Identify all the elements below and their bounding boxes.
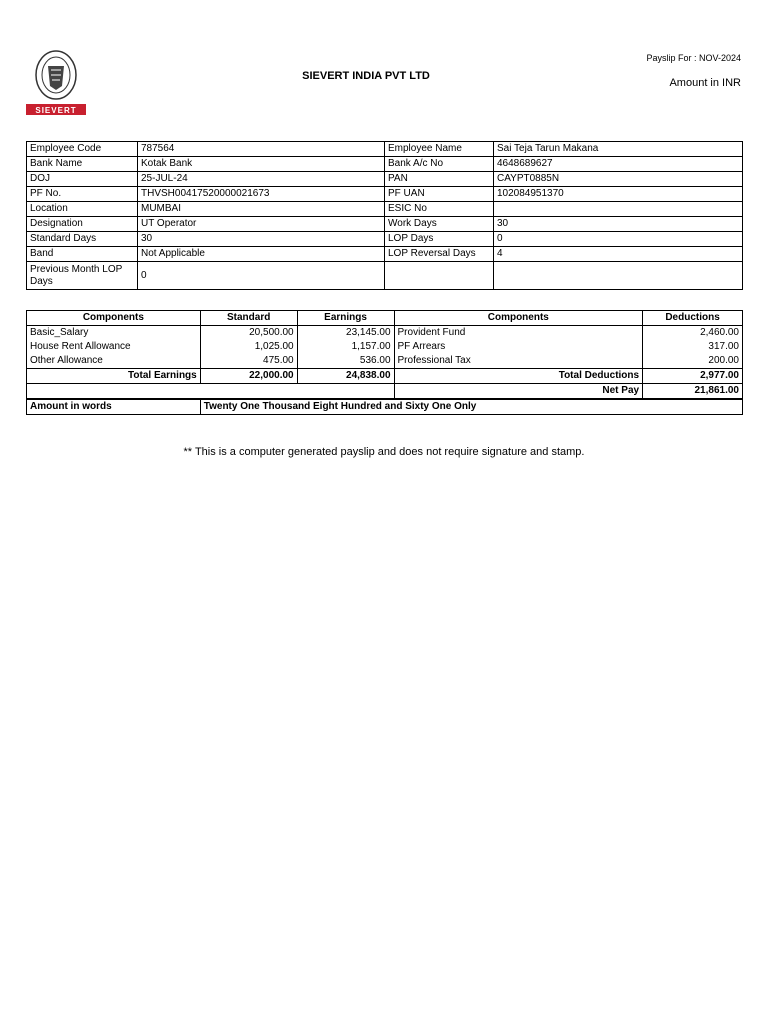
table-header-row bbox=[27, 311, 743, 326]
info-value bbox=[494, 202, 743, 217]
currency-note: Amount in INR bbox=[669, 77, 741, 89]
net-pay-amount: 21,861.00 bbox=[643, 384, 743, 400]
net-pay-row bbox=[27, 384, 743, 400]
info-value: Not Applicable bbox=[138, 247, 385, 262]
header-deductions: Deductions bbox=[643, 311, 743, 326]
amount-in-words-label: Amount in words bbox=[27, 399, 201, 415]
header-earnings: Earnings bbox=[297, 311, 394, 326]
deduction-amount: 317.00 bbox=[643, 340, 743, 354]
info-value: Kotak Bank bbox=[138, 157, 385, 172]
standard-amount: 1,025.00 bbox=[200, 340, 297, 354]
info-value: 102084951370 bbox=[494, 187, 743, 202]
earning-amount: 23,145.00 bbox=[297, 326, 394, 341]
net-pay-spacer bbox=[27, 384, 395, 400]
employee-info-table bbox=[26, 141, 743, 290]
total-earnings-label: Total Earnings bbox=[27, 369, 201, 384]
info-value: 30 bbox=[494, 217, 743, 232]
info-row bbox=[27, 217, 743, 232]
info-row bbox=[27, 142, 743, 157]
total-standard: 22,000.00 bbox=[200, 369, 297, 384]
info-label: Bank Name bbox=[27, 157, 138, 172]
info-label: DOJ bbox=[27, 172, 138, 187]
pay-row bbox=[27, 326, 743, 341]
info-label: PF No. bbox=[27, 187, 138, 202]
info-row bbox=[27, 172, 743, 187]
info-label: PAN bbox=[385, 172, 494, 187]
info-value: MUMBAI bbox=[138, 202, 385, 217]
earning-amount: 536.00 bbox=[297, 354, 394, 369]
total-earnings: 24,838.00 bbox=[297, 369, 394, 384]
info-value: 4 bbox=[494, 247, 743, 262]
earning-component: Other Allowance bbox=[27, 354, 201, 369]
amount-in-words-row bbox=[27, 399, 743, 415]
info-value: CAYPT0885N bbox=[494, 172, 743, 187]
earnings-deductions-table bbox=[26, 310, 743, 415]
pay-row bbox=[27, 340, 743, 354]
standard-amount: 475.00 bbox=[200, 354, 297, 369]
info-value: Sai Teja Tarun Makana bbox=[494, 142, 743, 157]
info-row bbox=[27, 157, 743, 172]
svg-text:SIEVERT: SIEVERT bbox=[35, 106, 77, 115]
info-label: Designation bbox=[27, 217, 138, 232]
info-label: Location bbox=[27, 202, 138, 217]
info-label: LOP Days bbox=[385, 232, 494, 247]
company-logo bbox=[26, 48, 86, 116]
info-label: Work Days bbox=[385, 217, 494, 232]
earning-amount: 1,157.00 bbox=[297, 340, 394, 354]
header-components: Components bbox=[27, 311, 201, 326]
info-value: UT Operator bbox=[138, 217, 385, 232]
header-components-deductions: Components bbox=[394, 311, 643, 326]
info-label: PF UAN bbox=[385, 187, 494, 202]
info-value bbox=[494, 262, 743, 290]
standard-amount: 20,500.00 bbox=[200, 326, 297, 341]
info-value: 0 bbox=[494, 232, 743, 247]
info-label: Standard Days bbox=[27, 232, 138, 247]
amount-in-words-value: Twenty One Thousand Eight Hundred and Sixty One Only bbox=[200, 399, 742, 415]
info-label: Bank A/c No bbox=[385, 157, 494, 172]
info-label: ESIC No bbox=[385, 202, 494, 217]
net-pay-label: Net Pay bbox=[394, 384, 643, 400]
total-deductions-label: Total Deductions bbox=[394, 369, 643, 384]
deduction-component: Provident Fund bbox=[394, 326, 643, 341]
info-label: LOP Reversal Days bbox=[385, 247, 494, 262]
earning-component: House Rent Allowance bbox=[27, 340, 201, 354]
info-row bbox=[27, 202, 743, 217]
earning-component: Basic_Salary bbox=[27, 326, 201, 341]
info-value: 25-JUL-24 bbox=[138, 172, 385, 187]
deduction-amount: 200.00 bbox=[643, 354, 743, 369]
info-row bbox=[27, 247, 743, 262]
totals-row bbox=[27, 369, 743, 384]
header-standard: Standard bbox=[200, 311, 297, 326]
info-row bbox=[27, 232, 743, 247]
pay-row bbox=[27, 354, 743, 369]
deduction-component: Professional Tax bbox=[394, 354, 643, 369]
info-value: 30 bbox=[138, 232, 385, 247]
deduction-amount: 2,460.00 bbox=[643, 326, 743, 341]
info-label bbox=[385, 262, 494, 290]
total-deductions: 2,977.00 bbox=[643, 369, 743, 384]
footer-note: ** This is a computer generated payslip and does not require signature and stamp. bbox=[183, 446, 585, 458]
info-value: THVSH00417520000021673 bbox=[138, 187, 385, 202]
info-label: Previous Month LOP Days bbox=[27, 262, 138, 290]
company-name: SIEVERT INDIA PVT LTD bbox=[302, 70, 430, 82]
info-label: Employee Code bbox=[27, 142, 138, 157]
info-value: 4648689627 bbox=[494, 157, 743, 172]
deduction-component: PF Arrears bbox=[394, 340, 643, 354]
info-row bbox=[27, 187, 743, 202]
info-label: Band bbox=[27, 247, 138, 262]
info-value: 787564 bbox=[138, 142, 385, 157]
info-row bbox=[27, 262, 743, 290]
payslip-period: Payslip For : NOV-2024 bbox=[646, 53, 741, 63]
info-value: 0 bbox=[138, 262, 385, 290]
info-label: Employee Name bbox=[385, 142, 494, 157]
